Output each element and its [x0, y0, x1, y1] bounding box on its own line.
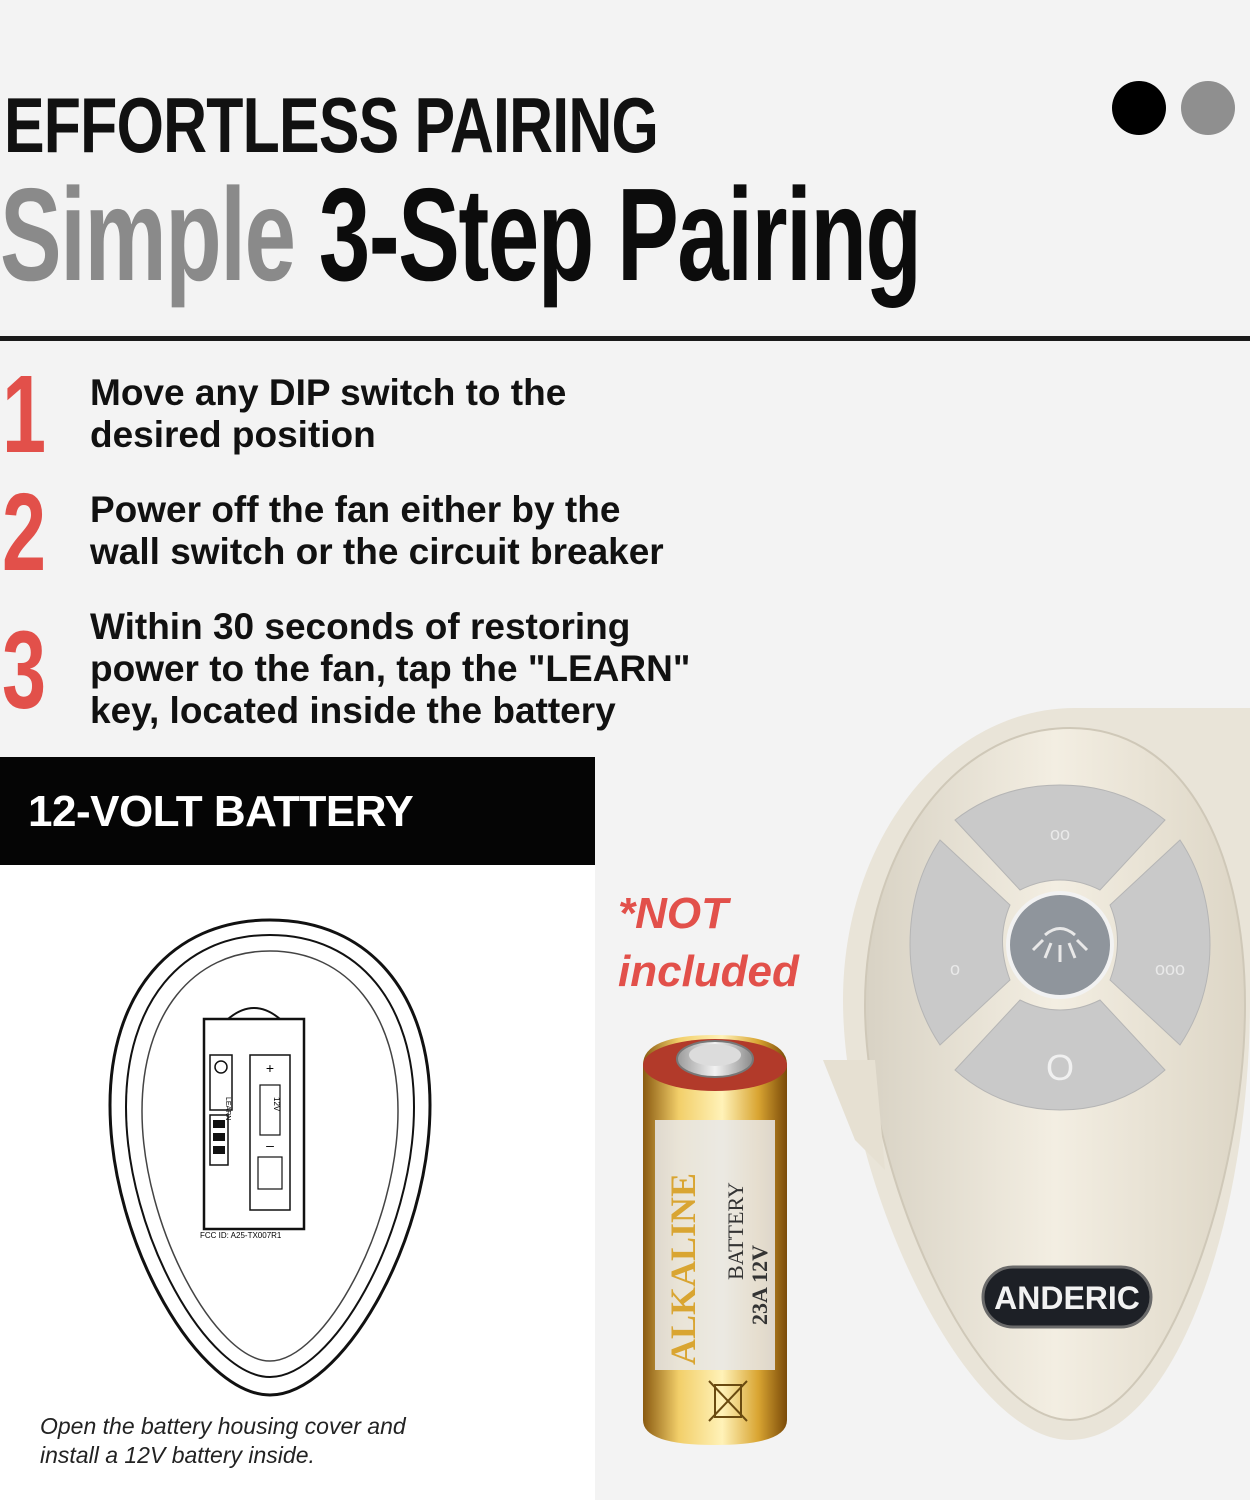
- battery-caption: [40, 1412, 540, 1470]
- diagram-learn-label: LEARN: [224, 1097, 231, 1121]
- diagram-fcc-label: FCC ID: A25-TX007R1: [200, 1231, 282, 1240]
- headline-grey: Simple: [0, 161, 295, 308]
- remote-illustration: [815, 700, 1250, 1460]
- caption-line-1: Open the battery housing cover and: [40, 1413, 406, 1439]
- battery-brand: ALKALINE: [663, 1172, 703, 1365]
- remote-brand-logo: ANDERIC: [994, 1280, 1140, 1316]
- step-1-line-2: desired position: [90, 414, 376, 455]
- battery-illustration: [625, 1025, 805, 1455]
- carousel-dot-inactive[interactable]: [1181, 81, 1235, 135]
- note-line-1: *NOT: [618, 889, 728, 938]
- eyebrow-heading: EFFORTLESS PAIRING: [4, 81, 659, 169]
- battery-banner-label: 12-VOLT BATTERY: [28, 787, 414, 836]
- speed-3-icon[interactable]: ooo: [1154, 959, 1186, 979]
- battery-banner: [0, 757, 595, 865]
- power-off-icon[interactable]: O: [1045, 1047, 1075, 1088]
- battery-spec: 23A 12V: [747, 1244, 772, 1325]
- step-3-line-3: key, located inside the battery: [90, 690, 616, 731]
- note-line-2: included: [618, 947, 799, 996]
- diagram-plus: +: [265, 1060, 275, 1076]
- page-title: [0, 161, 921, 308]
- step-1-text: [90, 372, 750, 456]
- speed-2-icon[interactable]: oo: [1049, 824, 1071, 844]
- battery-word: BATTERY: [723, 1182, 748, 1280]
- step-3-text: [90, 606, 750, 732]
- diagram-battery-label: 12V: [272, 1097, 281, 1112]
- step-1-number: 1: [2, 353, 47, 476]
- diagram-minus: –: [266, 1137, 274, 1153]
- headline-dark: 3-Step Pairing: [318, 161, 921, 308]
- divider: [0, 336, 1250, 341]
- step-3-number: 3: [2, 609, 47, 732]
- speed-1-icon[interactable]: o: [949, 959, 961, 979]
- step-3-line-2: power to the fan, tap the "LEARN": [90, 648, 691, 689]
- step-2-line-1: Power off the fan either by the: [90, 489, 621, 530]
- step-2-number: 2: [2, 471, 47, 594]
- step-1-line-1: Move any DIP switch to the: [90, 372, 567, 413]
- remote-back-diagram: [100, 915, 440, 1405]
- not-included-note: [618, 885, 799, 1001]
- carousel-dot-active[interactable]: [1112, 81, 1166, 135]
- step-2-text: [90, 489, 750, 573]
- caption-line-2: install a 12V battery inside.: [40, 1442, 315, 1468]
- step-3-line-1: Within 30 seconds of restoring: [90, 606, 631, 647]
- step-2-line-2: wall switch or the circuit breaker: [90, 531, 664, 572]
